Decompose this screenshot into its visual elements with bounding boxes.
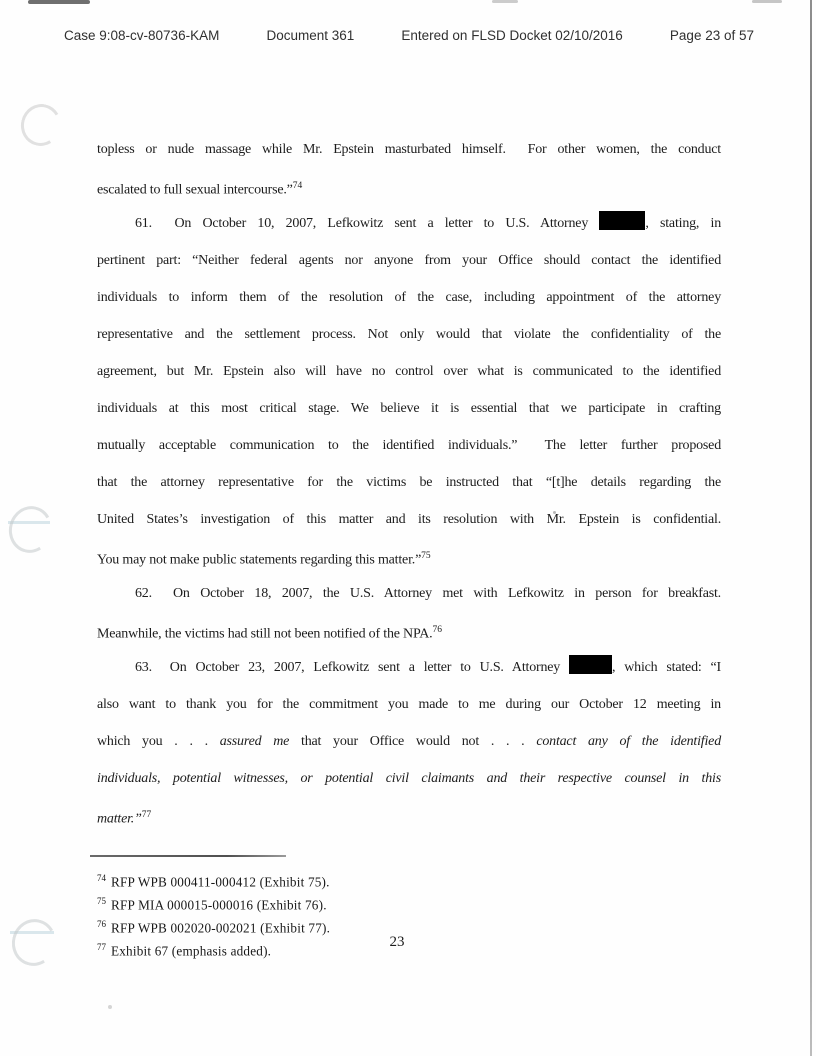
text-line bbox=[97, 353, 721, 390]
text-run: , which stated: “I bbox=[612, 660, 721, 675]
text-line bbox=[97, 242, 721, 279]
text-run: agreement, but Mr. Epstein also will have no control over what is communicated to the identified bbox=[97, 364, 721, 379]
text-run: escalated to full sexual intercourse.” bbox=[97, 182, 293, 198]
footnote-reference: 75 bbox=[421, 551, 431, 561]
text-run: pertinent part: “Neither federal agents nor anyone from your Office should contact the identified bbox=[97, 253, 721, 268]
footnote-text: RFP WPB 002020-002021 (Exhibit 77). bbox=[111, 920, 331, 936]
footnote-text: Exhibit 67 (emphasis added). bbox=[111, 943, 272, 959]
text-run: contact any of the identified bbox=[536, 734, 721, 749]
footnote-reference: 76 bbox=[432, 625, 442, 635]
text-line bbox=[97, 464, 721, 501]
binder-hole-artifact bbox=[4, 501, 57, 557]
text-run: which you . . . bbox=[97, 734, 220, 749]
text-run: 61. On October 10, 2007, Lefkowitz sent a letter to U.S. Attorney bbox=[135, 216, 600, 231]
text-run: also want to thank you for the commitment you made to me during our October 12 meeting in bbox=[97, 697, 721, 712]
text-run: , stating, in bbox=[645, 216, 721, 231]
header-case-number: Case 9:08-cv-80736-KAM bbox=[64, 28, 220, 43]
text-line bbox=[97, 612, 721, 649]
text-line bbox=[97, 723, 721, 760]
text-run: You may not make public statements regarding this matter.” bbox=[97, 552, 422, 568]
text-line bbox=[97, 649, 721, 686]
text-line bbox=[97, 390, 721, 427]
scan-smudge bbox=[28, 0, 90, 4]
footnote-text: RFP WPB 000411-000412 (Exhibit 75). bbox=[111, 874, 330, 890]
redaction-box bbox=[599, 211, 645, 230]
text-line bbox=[97, 168, 721, 205]
text-line bbox=[97, 538, 721, 575]
footnote bbox=[97, 892, 330, 915]
text-run: 63. On October 23, 2007, Lefkowitz sent a letter to U.S. Attorney bbox=[135, 660, 570, 675]
text-line bbox=[97, 427, 721, 464]
footnote-reference: 74 bbox=[292, 181, 303, 191]
footnote-number: 76 bbox=[97, 918, 106, 929]
document-body bbox=[97, 131, 721, 834]
text-run: individuals at this most critical stage. We believe it is essential that we participate in crafting bbox=[97, 401, 721, 416]
footnote-number: 74 bbox=[97, 873, 106, 883]
text-line bbox=[97, 501, 721, 538]
text-line bbox=[97, 131, 721, 168]
header-docket-entry: Entered on FLSD Docket 02/10/2016 bbox=[401, 28, 623, 43]
footnote-number: 77 bbox=[97, 941, 106, 952]
text-run: topless or nude massage while Mr. Epstein masturbated himself. For other women, the conduct bbox=[97, 142, 721, 157]
redaction-box bbox=[569, 655, 612, 674]
binder-hole-artifact bbox=[7, 914, 61, 970]
header-document-number: Document 361 bbox=[266, 28, 355, 43]
binder-hole-artifact bbox=[17, 100, 66, 150]
footnote-text: RFP MIA 000015-000016 (Exhibit 76). bbox=[111, 897, 327, 913]
text-run: 62. On October 18, 2007, the U.S. Attorney met with Lefkowitz in person for breakfast. bbox=[135, 586, 721, 601]
scan-speck bbox=[108, 1005, 112, 1009]
text-line bbox=[97, 279, 721, 316]
text-run: Meanwhile, the victims had still not been notified of the NPA. bbox=[97, 626, 433, 642]
text-run: that your Office would not . . . bbox=[289, 734, 537, 749]
text-run: that the attorney representative for the victims be instructed that “[t]he details regarding the bbox=[97, 475, 721, 490]
text-run: assured me bbox=[219, 734, 290, 749]
scan-edge-line bbox=[810, 0, 812, 1056]
text-line bbox=[97, 205, 721, 242]
text-run: individuals, potential witnesses, or potential civil claimants and their respective counsel in this bbox=[97, 771, 721, 786]
text-run: matter.” bbox=[97, 811, 142, 827]
case-header bbox=[64, 28, 754, 43]
text-run: United States’s investigation of this matter and its resolution with Mr. Epstein is confidential. bbox=[97, 512, 721, 527]
text-line bbox=[97, 797, 721, 834]
header-page-count: Page 23 of 57 bbox=[669, 28, 754, 43]
text-run: representative and the settlement process. Not only would that violate the confidentiality of the bbox=[97, 327, 721, 342]
scan-smudge bbox=[492, 0, 518, 3]
text-line bbox=[97, 316, 721, 353]
text-line bbox=[97, 760, 721, 797]
scan-smudge bbox=[752, 0, 782, 3]
page-number: 23 bbox=[389, 934, 405, 950]
text-run: mutually acceptable communication to the identified individuals.” The letter further proposed bbox=[97, 438, 721, 453]
text-run: individuals to inform them of the resolution of the case, including appointment of the attorney bbox=[97, 290, 721, 305]
text-line bbox=[97, 686, 721, 723]
text-line bbox=[97, 575, 721, 612]
footnote-number: 75 bbox=[97, 895, 106, 906]
footnote bbox=[97, 869, 330, 892]
footnote-separator bbox=[90, 855, 286, 857]
footnote-reference: 77 bbox=[141, 810, 152, 820]
